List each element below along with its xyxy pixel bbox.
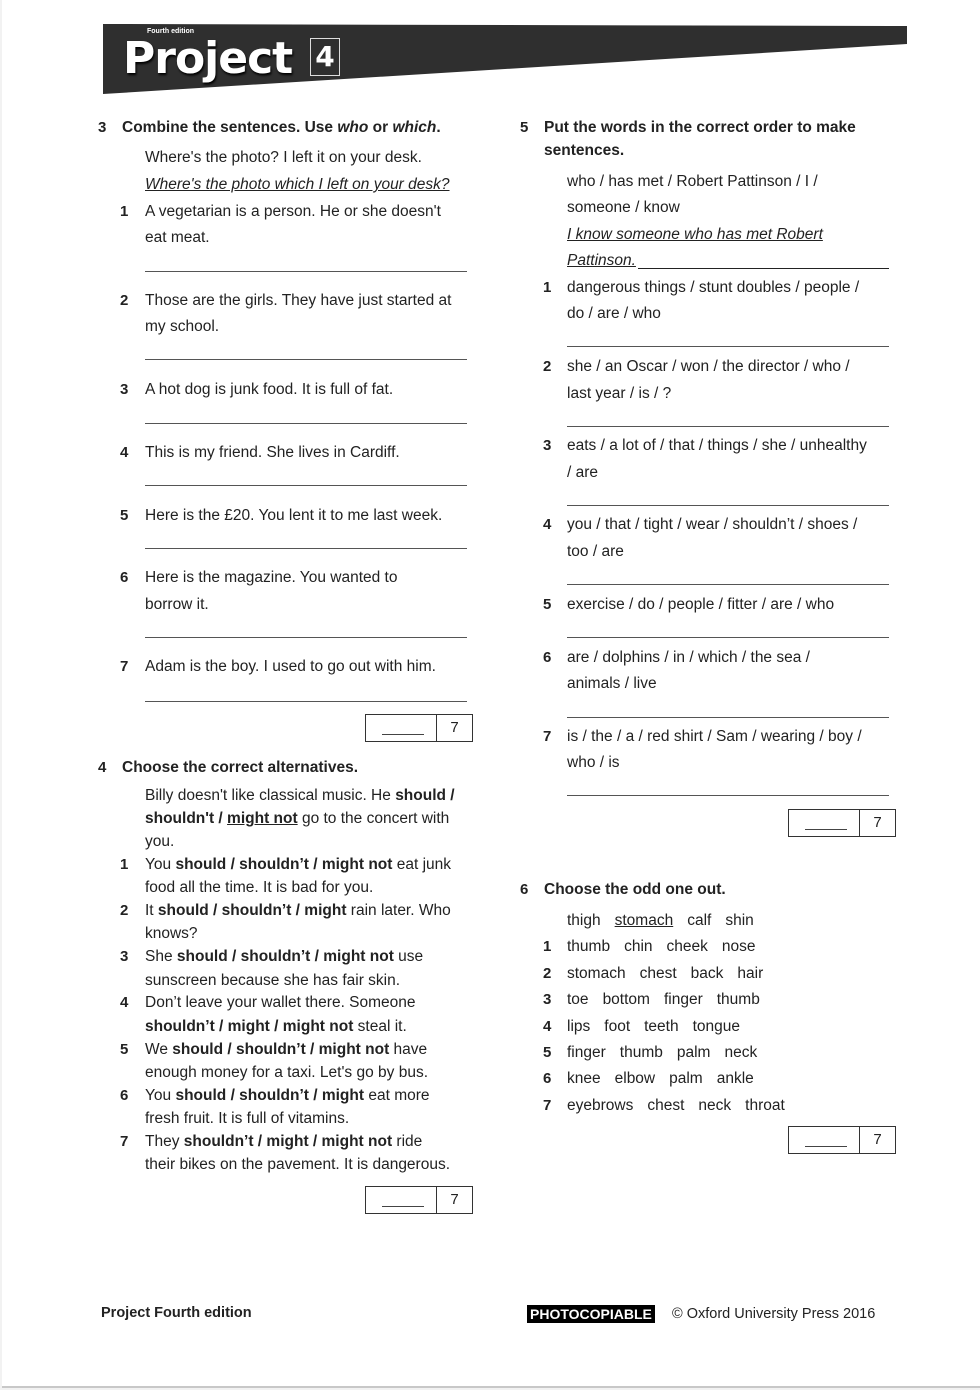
- word-option: calf: [687, 912, 712, 929]
- item-number: 7: [120, 658, 129, 675]
- word-option[interactable]: neck: [724, 1044, 758, 1061]
- example-answer: Where's the photo which I left on your desk?: [145, 176, 450, 193]
- answer-line[interactable]: [145, 637, 467, 638]
- score-box: [365, 714, 473, 742]
- exercise-title: Combine the sentences. Use who or which.: [122, 119, 441, 136]
- item-number: 5: [120, 1041, 129, 1058]
- score-box: [788, 809, 896, 837]
- item-text: Here is the £20. You lent it to me last week.: [145, 507, 443, 524]
- item-text: fresh fruit. It is full of vitamins.: [145, 1110, 350, 1127]
- item-text: She should / shouldn’t / might not use: [145, 948, 424, 965]
- exercise-title: sentences.: [544, 142, 625, 159]
- word-row: [567, 964, 777, 984]
- word-option[interactable]: finger: [663, 991, 703, 1008]
- item-text: my school.: [145, 318, 220, 335]
- item-number: 4: [543, 516, 552, 533]
- answer-line[interactable]: [145, 271, 467, 272]
- score-input[interactable]: [789, 810, 860, 836]
- alternatives[interactable]: should / shouldn’t / might not: [175, 856, 393, 873]
- item-text: who / is: [567, 754, 620, 771]
- exercise-number: 3: [98, 119, 107, 136]
- score-total: 7: [873, 814, 882, 831]
- item-number: 1: [543, 279, 552, 296]
- item-number: 2: [543, 965, 552, 982]
- word-row: [567, 1069, 768, 1089]
- example-prompt: Where's the photo? I left it on your desk.: [145, 149, 422, 166]
- answer-line[interactable]: [145, 701, 467, 702]
- item-number: 3: [543, 991, 552, 1008]
- item-text: We should / shouldn’t / might not have: [145, 1041, 428, 1058]
- word-row: [567, 937, 770, 957]
- item-text: A vegetarian is a person. He or she doesn't: [145, 203, 441, 220]
- score-input[interactable]: [366, 715, 437, 741]
- alternatives[interactable]: should / shouldn’t / might not: [172, 1041, 390, 1058]
- item-text: exercise / do / people / fitter / are / who: [567, 596, 835, 613]
- brand-logo: Project: [123, 33, 293, 84]
- item-text: Here is the magazine. You wanted to: [145, 569, 398, 586]
- item-number: 2: [120, 292, 129, 309]
- word-option[interactable]: nose: [721, 938, 756, 955]
- item-number: 1: [543, 938, 552, 955]
- item-text: shouldn’t / might / might not steal it.: [145, 1018, 407, 1035]
- word-option[interactable]: hair: [737, 965, 764, 982]
- word-option[interactable]: ankle: [716, 1070, 754, 1087]
- item-text: too / are: [567, 543, 624, 560]
- edition-label: Fourth edition: [147, 28, 195, 35]
- alternatives[interactable]: should / shouldn’t / might: [157, 902, 347, 919]
- example-text: Billy doesn't like classical music. He should /: [145, 787, 455, 804]
- exercise-title: Choose the odd one out.: [544, 881, 726, 898]
- answer-line[interactable]: [567, 637, 889, 638]
- word-option[interactable]: teeth: [644, 1018, 679, 1035]
- word-option[interactable]: chest: [647, 1097, 685, 1114]
- example-answer: might not: [227, 810, 298, 827]
- item-text: They shouldn’t / might / might not ride: [145, 1133, 423, 1150]
- answer-line[interactable]: [145, 485, 467, 486]
- word-option[interactable]: knee: [567, 1070, 601, 1087]
- score-input[interactable]: [789, 1127, 860, 1153]
- item-text: eat meat.: [145, 229, 210, 246]
- answer-line[interactable]: [145, 423, 467, 424]
- word-option[interactable]: bottom: [602, 991, 650, 1008]
- item-text: Those are the girls. They have just started at: [145, 292, 452, 309]
- exercise-number: 6: [520, 881, 529, 898]
- score-box: [365, 1186, 473, 1214]
- example-text: shouldn't / might not go to the concert with: [145, 810, 450, 827]
- item-number: 5: [120, 507, 129, 524]
- item-number: 6: [120, 569, 129, 586]
- item-number: 3: [120, 381, 129, 398]
- example-answer: I know someone who has met Robert: [567, 226, 823, 243]
- word-option[interactable]: neck: [698, 1097, 732, 1114]
- item-text: Don’t leave your wallet there. Someone: [145, 994, 416, 1011]
- score-box: [788, 1126, 896, 1154]
- item-text: dangerous things / stunt doubles / people /: [567, 279, 860, 296]
- item-number: 4: [120, 444, 129, 461]
- item-text: enough money for a taxi. Let's go by bus.: [145, 1064, 428, 1081]
- word-option[interactable]: back: [690, 965, 724, 982]
- score-total: 7: [450, 1191, 459, 1208]
- word-option[interactable]: elbow: [614, 1070, 656, 1087]
- item-number: 6: [120, 1087, 129, 1104]
- answer-line[interactable]: [567, 346, 889, 347]
- word-option: thigh: [567, 912, 601, 929]
- item-number: 4: [120, 994, 129, 1011]
- exercise-title: Choose the correct alternatives.: [122, 759, 359, 776]
- answer-line[interactable]: [567, 584, 889, 585]
- word-option[interactable]: eyebrows: [567, 1097, 634, 1114]
- example-text: you.: [145, 833, 175, 850]
- answer-line[interactable]: [145, 548, 467, 549]
- photocopiable-badge: PHOTOCOPIABLE: [527, 1305, 655, 1323]
- answer-line[interactable]: [567, 795, 889, 796]
- word-option[interactable]: toe: [567, 991, 589, 1008]
- exercise-number: 5: [520, 119, 529, 136]
- word-option[interactable]: throat: [745, 1097, 785, 1114]
- answer-line[interactable]: [145, 359, 467, 360]
- word-row: [567, 990, 774, 1010]
- word-row: [567, 1017, 754, 1037]
- alternatives[interactable]: shouldn’t / might / might not: [183, 1133, 393, 1150]
- answer-line[interactable]: [567, 426, 889, 427]
- item-number: 5: [543, 596, 552, 613]
- alternatives[interactable]: should / shouldn’t / might: [175, 1087, 365, 1104]
- item-number: 7: [543, 728, 552, 745]
- item-number: 7: [543, 1097, 552, 1114]
- item-text: Adam is the boy. I used to go out with him.: [145, 658, 436, 675]
- item-text: A hot dog is junk food. It is full of fat.: [145, 381, 394, 398]
- item-number: 2: [543, 358, 552, 375]
- item-text: food all the time. It is bad for you.: [145, 879, 374, 896]
- example-answer: stomach: [614, 912, 674, 929]
- item-number: 3: [120, 948, 129, 965]
- item-text: It should / shouldn’t / might rain later. Who: [145, 902, 451, 919]
- item-text: You should / shouldn’t / might eat more: [145, 1087, 430, 1104]
- item-text: last year / is / ?: [567, 385, 672, 402]
- answer-line[interactable]: [567, 717, 889, 718]
- item-text: knows?: [145, 925, 198, 942]
- item-text: This is my friend. She lives in Cardiff.: [145, 444, 400, 461]
- item-number: 1: [120, 203, 129, 220]
- word-option[interactable]: cheek: [666, 938, 708, 955]
- item-number: 2: [120, 902, 129, 919]
- item-text: sunscreen because she has fair skin.: [145, 972, 401, 989]
- word-option[interactable]: foot: [604, 1018, 631, 1035]
- alternatives[interactable]: should / shouldn’t / might not: [176, 948, 394, 965]
- item-number: 6: [543, 649, 552, 666]
- item-text: she / an Oscar / won / the director / who /: [567, 358, 850, 375]
- footer-title: Project Fourth edition: [101, 1305, 252, 1321]
- score-input[interactable]: [366, 1187, 437, 1213]
- worksheet-page: [2, 0, 980, 1388]
- example-answer: Pattinson.: [567, 252, 636, 269]
- example-word-row: [567, 911, 768, 931]
- word-option[interactable]: lips: [567, 1018, 591, 1035]
- example-answer-underline: [638, 268, 889, 269]
- item-text: you / that / tight / wear / shouldn’t / shoes /: [567, 516, 858, 533]
- item-number: 3: [543, 437, 552, 454]
- word-option[interactable]: palm: [669, 1070, 703, 1087]
- word-option[interactable]: thumb: [716, 991, 760, 1008]
- level-badge: 4: [310, 38, 340, 76]
- item-text: borrow it.: [145, 596, 209, 613]
- word-option[interactable]: stomach: [567, 965, 626, 982]
- word-option: shin: [725, 912, 754, 929]
- copyright-text: © Oxford University Press 2016: [672, 1306, 876, 1322]
- item-text: animals / live: [567, 675, 657, 692]
- word-row: [567, 1043, 771, 1063]
- exercise-title: Put the words in the correct order to make: [544, 119, 856, 136]
- word-option[interactable]: tongue: [692, 1018, 741, 1035]
- word-option[interactable]: thumb: [567, 938, 611, 955]
- word-option[interactable]: chest: [639, 965, 677, 982]
- word-option[interactable]: finger: [567, 1044, 606, 1061]
- header-banner: [103, 24, 907, 96]
- item-number: 1: [120, 856, 129, 873]
- item-number: 6: [543, 1070, 552, 1087]
- word-row: [567, 1096, 799, 1116]
- word-option[interactable]: palm: [676, 1044, 711, 1061]
- item-number: 5: [543, 1044, 552, 1061]
- example-prompt: someone / know: [567, 199, 680, 216]
- score-total: 7: [450, 719, 459, 736]
- item-number: 7: [120, 1133, 129, 1150]
- example-prompt: who / has met / Robert Pattinson / I /: [567, 173, 818, 190]
- answer-line[interactable]: [567, 505, 889, 506]
- item-text: You should / shouldn’t / might not eat junk: [145, 856, 452, 873]
- item-number: 4: [543, 1018, 552, 1035]
- exercise-number: 4: [98, 759, 107, 776]
- item-text: are / dolphins / in / which / the sea /: [567, 649, 810, 666]
- item-text: / are: [567, 464, 599, 481]
- item-text: is / the / a / red shirt / Sam / wearing / boy /: [567, 728, 862, 745]
- item-text: do / are / who: [567, 305, 661, 322]
- item-text: eats / a lot of / that / things / she / unhealthy: [567, 437, 867, 454]
- alternatives[interactable]: shouldn’t / might / might not: [145, 1018, 354, 1035]
- word-option[interactable]: chin: [624, 938, 653, 955]
- score-total: 7: [873, 1131, 882, 1148]
- item-text: their bikes on the pavement. It is dangerous.: [145, 1156, 451, 1173]
- word-option[interactable]: thumb: [619, 1044, 663, 1061]
